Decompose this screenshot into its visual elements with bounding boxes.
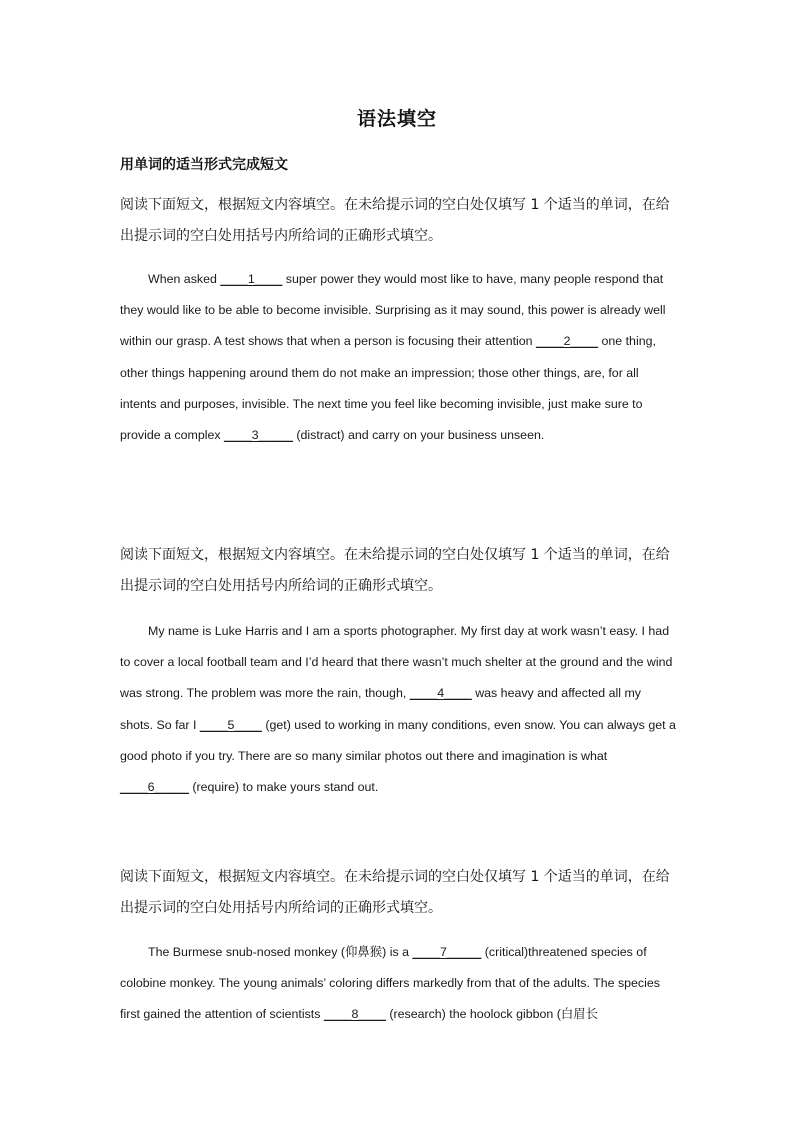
answer-blank[interactable]: ____7_____ (412, 945, 482, 959)
passage-text: one thing, other things happening around them do not make an impression; those other things, are, for all intents and purposes, invisible. The next time you feel like becoming invisible, just make sure to provide a complex (120, 334, 656, 443)
passage-text: (get) used to working in many conditions, even snow. You can always get a good photo if you try. There are so many similar photos out there and imagination is what (120, 717, 676, 763)
passage-2 (120, 616, 676, 803)
instruction-3: 阅读下面短文，根据短文内容填空。在未给提示词的空白处仅填写 1 个适当的单词，在给出提示词的空白处用括号内所给词的正确形式填空。 (120, 869, 670, 916)
page-title: 语法填空 (356, 108, 437, 130)
answer-blank[interactable]: ____6_____ (120, 780, 189, 795)
passage-text: (require) to make yours stand out. (188, 780, 379, 795)
passage-text: super power they would most like to have, many people respond that they would like to be able to become invisible. Surprising as it may sound, this power is already well within our grasp. A test shows that when a person is focusing their attention (120, 272, 666, 349)
answer-blank[interactable]: ____1____ (220, 272, 283, 286)
answer-blank[interactable]: ____8____ (323, 1007, 386, 1022)
answer-blank[interactable]: ____2____ (536, 334, 599, 349)
answer-blank[interactable]: ____5____ (199, 717, 262, 732)
passage-1 (120, 264, 676, 451)
passage-3 (120, 937, 676, 1031)
instruction-2: 阅读下面短文，根据短文内容填空。在未给提示词的空白处仅填写 1 个适当的单词，在给出提示词的空白处用括号内所给词的正确形式填空。 (120, 547, 670, 594)
passage-text: (critical)threatened species of colobine monkey. The young animals’ coloring differs markedly from that of the adults. The species first gained the attention of scientists (120, 945, 660, 1022)
passage-text: (research) the hoolock gibbon (白眉长 (385, 1007, 599, 1022)
answer-blank[interactable]: ____3_____ (224, 428, 293, 443)
passage-text: My name is Luke Harris and I am a sports photographer. My first day at work wasn’t easy. I had to cover a local football team and I’d heard that there wasn’t much shelter at the ground and the wind was strong. The problem was more the rain, though, (120, 624, 673, 701)
passage-text: (distract) and carry on your business unseen. (292, 428, 545, 443)
passage-text: The Burmese snub-nosed monkey (仰鼻猴) is a (148, 945, 413, 959)
section-subtitle: 用单词的适当形式完成短文 (120, 157, 288, 173)
passage-text: was heavy and affected all my shots. So far I (120, 686, 641, 732)
instruction-1: 阅读下面短文，根据短文内容填空。在未给提示词的空白处仅填写 1 个适当的单词，在给出提示词的空白处用括号内所给词的正确形式填空。 (120, 197, 670, 244)
answer-blank[interactable]: ____4____ (409, 686, 472, 701)
passage-text: When asked (148, 272, 221, 286)
